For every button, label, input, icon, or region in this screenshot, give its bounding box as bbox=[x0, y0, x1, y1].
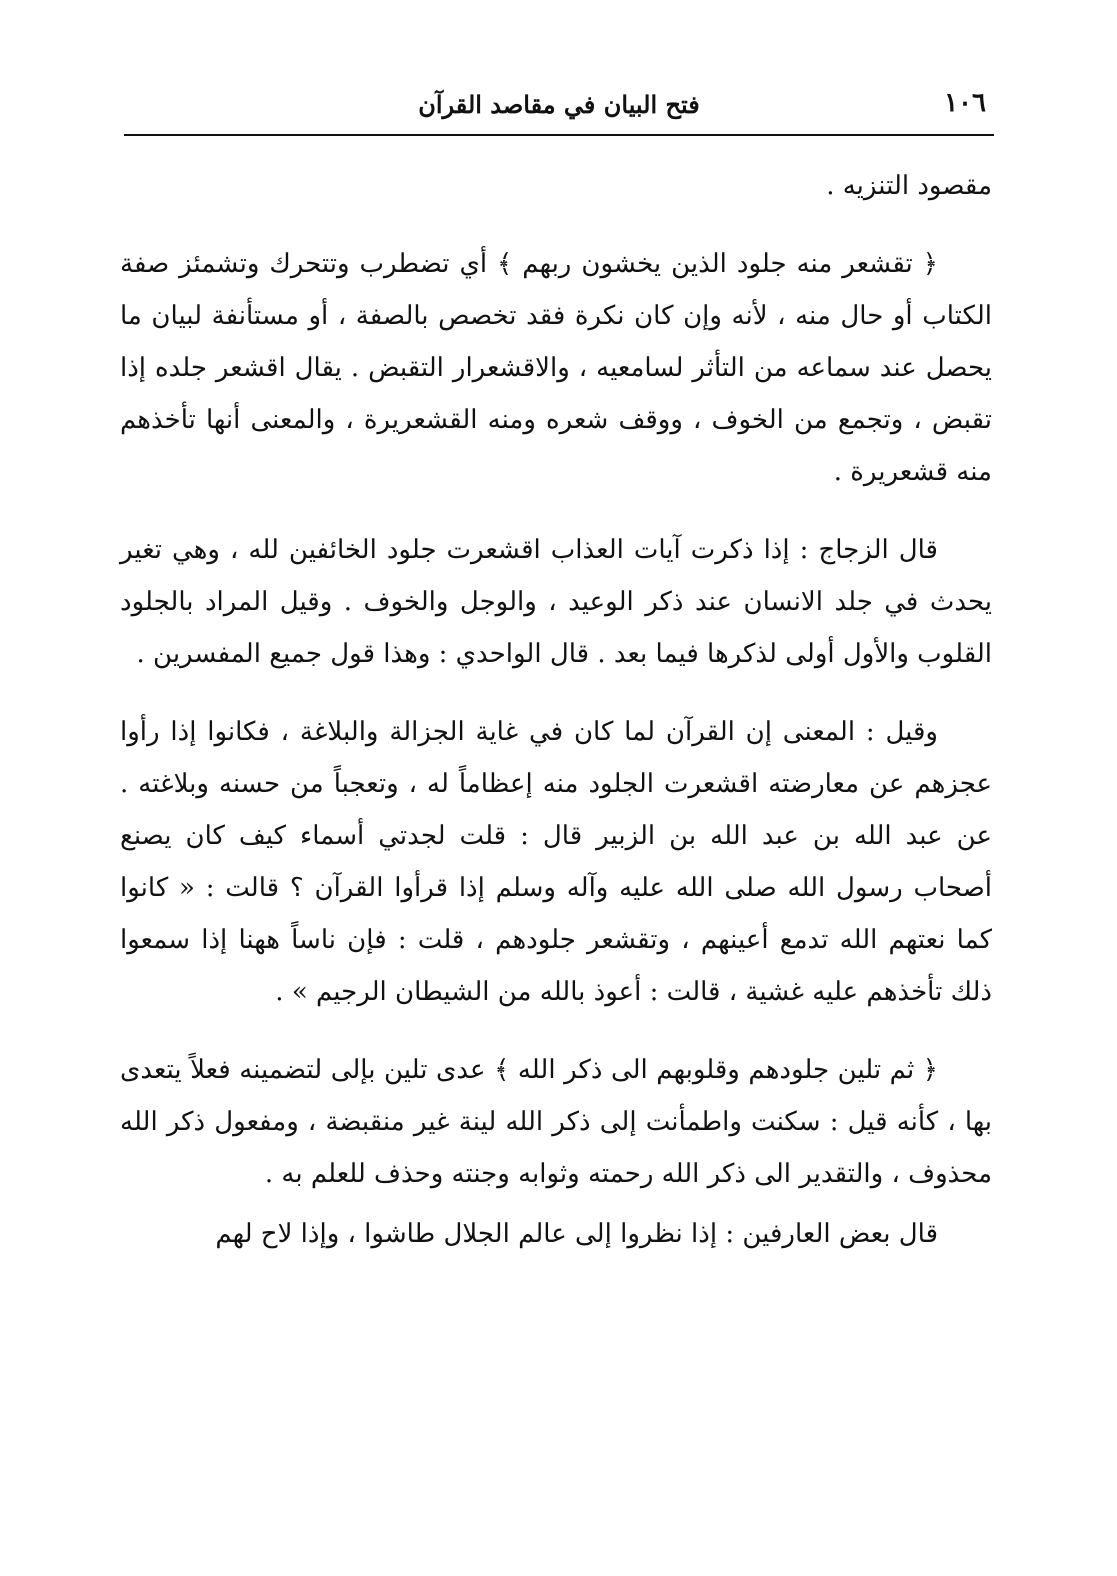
running-title: فتح البيان في مقاصد القرآن bbox=[418, 90, 700, 119]
paragraph-1: مقصود التنزيه . bbox=[826, 171, 992, 201]
paragraph-6: قال بعض العارفين : إذا نظروا إلى عالم الجلال طاشوا ، وإذا لاح لهم bbox=[215, 1219, 938, 1249]
paragraph-3: قال الزجاج : إذا ذكرت آيات العذاب اقشعرت جلود الخائفين لله ، وهي تغير يحدث في جلد الانسان عند ذكر الوعيد ، والوجل والخوف . وقيل المراد بالجلود القلوب والأول أولى لذكرها فيما بعد . قال الواحدي : وهذا قول جميع المفسرين . bbox=[120, 535, 992, 669]
paragraph-2: ﴿ تقشعر منه جلود الذين يخشون ربهم ﴾ أي تضطرب وتتحرك وتشمئز صفة الكتاب أو حال منه ، لأنه وإن كان نكرة فقد تخصص بالصفة ، أو مستأنفة لبيان ما يحصل عند سماعه من التأثر لسامعيه ، والاقشعرار التقبض . يقال اقشعر جلده إذا تقبض ، وتجمع من الخوف ، ووقف شعره ومنه القشعريرة ، والمعنى أنها تأخذهم منه قشعريرة . bbox=[120, 249, 992, 487]
paragraph-5: ﴿ ثم تلين جلودهم وقلوبهم الى ذكر الله ﴾ عدى تلين بإلى لتضمينه فعلاً يتعدى بها ، كأنه قيل : سكنت واطمأنت إلى ذكر الله لينة غير منقبضة ، ومفعول ذكر الله محذوف ، والتقدير الى ذكر الله رحمته وثوابه وجنته وحذف للعلم به . bbox=[120, 1055, 992, 1189]
body-text bbox=[120, 160, 992, 1260]
page-header bbox=[124, 84, 994, 136]
paragraph-4: وقيل : المعنى إن القرآن لما كان في غاية الجزالة والبلاغة ، فكانوا إذا رأوا عجزهم عن معارضته اقشعرت الجلود منه إعظاماً له ، وتعجباً من حسنه وبلاغته . عن عبد الله بن عبد الله بن الزبير قال : قلت لجدتي أسماء كيف كان يصنع أصحاب رسول الله صلى الله عليه وآله وسلم إذا قرأوا القرآن ؟ قالت : « كانوا كما نعتهم الله تدمع أعينهم ، وتقشعر جلودهم ، قلت : فإن ناساً ههنا إذا سمعوا ذلك تأخذهم عليه غشية ، قالت : أعوذ بالله من الشيطان الرجيم » . bbox=[120, 717, 992, 1007]
page-number: ١٠٦ bbox=[944, 88, 986, 118]
header-rule bbox=[124, 134, 994, 136]
